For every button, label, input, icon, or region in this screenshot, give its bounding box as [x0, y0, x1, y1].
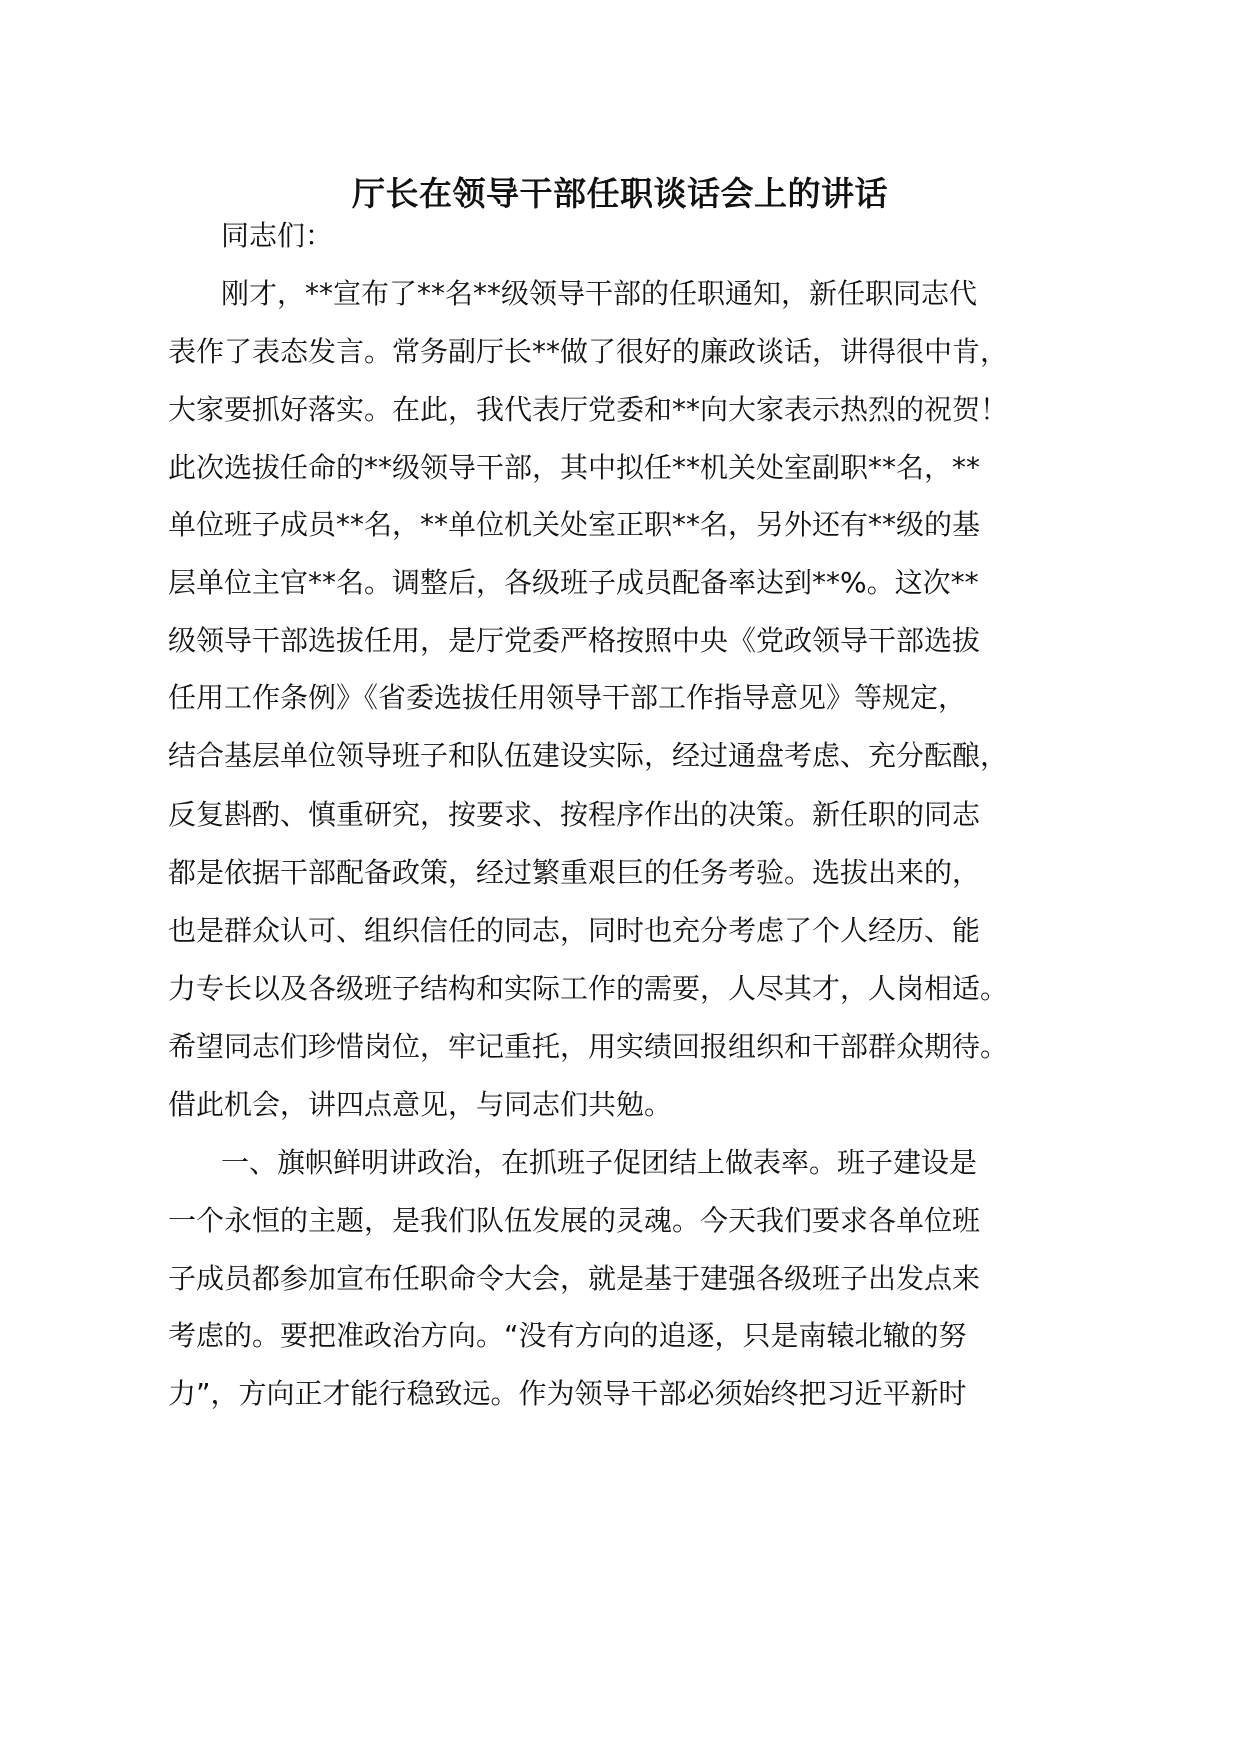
paragraph-line: 此次选拔任命的**级领导干部，其中拟任**机关处室副职**名，** — [168, 451, 981, 484]
paragraph-line: 结合基层单位领导班子和队伍建设实际，经过通盘考虑、充分酝酿， — [168, 739, 1009, 772]
paragraph-line: 也是群众认可、组织信任的同志，同时也充分考虑了个人经历、能 — [168, 914, 981, 947]
paragraph-line: 希望同志们珍惜岗位，牢记重托，用实绩回报组织和干部群众期待。 — [168, 1030, 1009, 1063]
paragraph-line: 都是依据干部配备政策，经过繁重艰巨的任务考验。选拔出来的， — [168, 856, 981, 889]
paragraph-line: 力”，方向正才能行稳致远。作为领导干部必须始终把习近平新时 — [168, 1377, 967, 1410]
paragraph-line: 考虑的。要把准政治方向。“没有方向的追逐，只是南辕北辙的努 — [168, 1319, 967, 1352]
paragraph-line: 一、旗帜鲜明讲政治，在抓班子促团结上做表率。班子建设是 — [221, 1146, 978, 1179]
paragraph-line: 刚才，**宣布了**名**级领导干部的任职通知，新任职同志代 — [221, 277, 978, 310]
paragraph-line: 级领导干部选拔任用，是厅党委严格按照中央《党政领导干部选拔 — [168, 624, 981, 657]
document-title: 厅长在领导干部任职谈话会上的讲话 — [352, 174, 888, 213]
paragraph-line: 表作了表态发言。常务副厅长**做了很好的廉政谈话，讲得很中肯， — [168, 335, 1009, 368]
paragraph-line: 力专长以及各级班子结构和实际工作的需要，人尽其才，人岗相适。 — [168, 972, 1009, 1005]
paragraph-line: 反复斟酌、慎重研究，按要求、按程序作出的决策。新任职的同志 — [168, 798, 981, 831]
paragraph-line: 借此机会，讲四点意见，与同志们共勉。 — [168, 1088, 673, 1121]
paragraph-line: 单位班子成员**名，**单位机关处室正职**名，另外还有**级的基 — [168, 508, 981, 541]
paragraph-line: 子成员都参加宣布任职命令大会，就是基于建强各级班子出发点来 — [168, 1262, 981, 1295]
paragraph-line: 大家要抓好落实。在此，我代表厅党委和**向大家表示热烈的祝贺！ — [168, 393, 1009, 426]
paragraph-line: 任用工作条例》《省委选拔任用领导干部工作指导意见》等规定， — [168, 681, 967, 714]
salutation: 同志们： — [221, 219, 334, 252]
paragraph-line: 一个永恒的主题，是我们队伍发展的灵魂。今天我们要求各单位班 — [168, 1204, 981, 1237]
paragraph-line: 层单位主官**名。调整后，各级班子成员配备率达到**%。这次** — [168, 566, 979, 599]
